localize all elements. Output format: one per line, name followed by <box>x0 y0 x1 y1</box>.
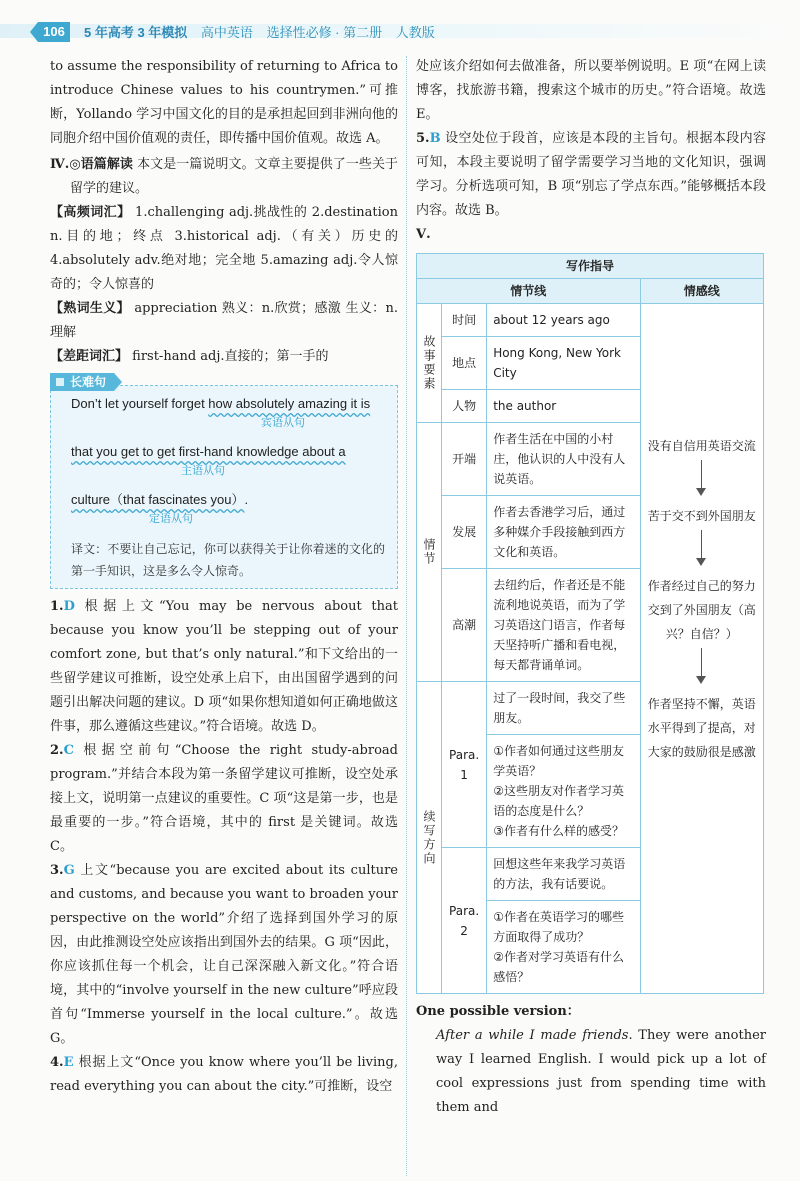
para1-label: Para. 1 <box>442 682 487 848</box>
tag-square-icon <box>56 378 64 386</box>
question-2 <box>50 739 398 859</box>
para2-intro: 回想这些年来我学习英语的方法，我有话要说。 <box>487 848 640 901</box>
left-column <box>50 55 398 1099</box>
vocab-familiar <box>50 297 398 345</box>
q2-number: 2. <box>50 743 64 758</box>
ls-period: . <box>244 492 249 507</box>
q2-text: 根据空前句“Choose the right study-abroad program.”并结合本段为第一条留学建议可推断，设空处承接上文，说明第一点建议的重要性。C 项“这是第一步，也是最重要的一步。”符合语境，其中的 first 是关键词。故选 C。 <box>50 743 398 854</box>
continue-label: 续写方向 <box>417 682 442 994</box>
q1-text: 根据上文“You may be nervous about that because you know you’ll be stepping out of your comfort zone, but that’s only natural.”和下文给出的一些留学建议可推断，设空处承上启下，由出国留学遇到的问题引出解决问题的建议。D 项“如果你想知道如何正确地做这件事，那么遵循这些建议。”符合语境。故选 D。 <box>50 599 398 734</box>
vocab-diff-text: first-hand adj.直接的；第一手的 <box>132 349 329 364</box>
section-iv-text: 本文是一篇说明文。文章主要提供了一些关于留学的建议。 <box>70 157 398 196</box>
intro-paragraph: to assume the responsibility of returning to Africa to introduce Chinese values to his countrymen.”可推断，Yollando 学习中国文化的目的是承担起回到非洲向他的同胞介绍中国价值观的责任，即传播中国价值观。故选 A。 <box>50 59 398 146</box>
emotion-3: 作者经过自己的努力交到了外国朋友（高兴？自信？） <box>647 579 756 641</box>
ls-line1-a: Don’t let yourself forget <box>71 396 209 411</box>
subject-clause: that you get to get first-hand knowledge about a <box>71 444 346 459</box>
emotion-1: 没有自信用英语交流 <box>647 439 756 453</box>
person-label: 人物 <box>442 390 487 423</box>
question-5 <box>416 127 766 223</box>
long-sentence-tag-label: 长难句 <box>70 375 107 389</box>
annot-object-clause: 宾语从句 <box>261 417 305 429</box>
q5-number: 5. <box>416 131 430 146</box>
page-header <box>0 0 800 40</box>
version-body: . They were another way I learned English. I would pick up a lot of cool expressions just from spending time with them and <box>436 1028 766 1115</box>
question-1 <box>50 595 398 739</box>
q5-text: 设空处位于段首，应该是本段的主旨句。根据本段内容可知，本段主要说明了留学需要学习当地的文化知识，强调学习。分析选项可知，B 项“别忘了学点东西。”能够概括本段内容。故选 B。 <box>416 131 766 218</box>
q3-answer: G <box>63 863 75 878</box>
q4-answer: E <box>63 1055 74 1070</box>
place-value: Hong Kong, New York City <box>487 337 640 390</box>
q3-text: 上文“because you are excited about its culture and customs, and because you want to broaden your perspective on the world”介绍了选择到国外学习的原因，由此推测设空处应该指出到国外去的结果。G 项“因此，你应该抓住每一个机会，让自己深深融入新文化。”符合语境，其中的“involve yourself in the new culture”呼应段首句“Immerse yourself in the local culture.”。故选 G。 <box>50 863 398 1046</box>
column-divider <box>406 56 407 1176</box>
para1-questions: ①作者如何通过这些朋友学英语？ ②这些朋友对作者学习英语的态度是什么？ ③作者有什么样的感受？ <box>487 735 640 848</box>
start-text: 作者生活在中国的小村庄，他认识的人中没有人说英语。 <box>487 423 640 496</box>
table-title: 写作指导 <box>417 254 764 279</box>
question-4 <box>50 1051 398 1099</box>
attributive-clause: （that fascinates you） <box>110 492 245 507</box>
time-value: about 12 years ago <box>487 304 640 337</box>
q5-answer: B <box>429 131 441 146</box>
emotion-4: 作者坚持不懈，英语水平得到了提高，对大家的鼓励很是感激 <box>647 697 756 759</box>
book-series: 5 年高考 3 年模拟 <box>84 25 188 40</box>
col-plot-header: 情节线 <box>417 279 641 304</box>
plot-label: 情节 <box>417 423 442 682</box>
vocab-familiar-label: 【熟词生义】 <box>50 301 130 316</box>
version-italic: After a while I made friends <box>436 1028 629 1043</box>
subject: 高中英语 <box>200 25 253 40</box>
edition: 人教版 <box>395 25 435 40</box>
q3-number: 3. <box>50 863 64 878</box>
section-iv <box>50 153 398 201</box>
long-sentence-box <box>50 375 398 589</box>
q1-number: 1. <box>50 599 64 614</box>
vocab-high-label: 【高频词汇】 <box>50 205 131 220</box>
climax-text: 去纽约后，作者还是不能流利地说英语，而为了学习英语这门语言，作者每天坚持听广播和看电视，每天都背诵单词。 <box>487 569 640 682</box>
person-value: the author <box>487 390 640 423</box>
right-column <box>416 55 766 1120</box>
section-iv-head: Ⅳ.◎语篇解读 <box>50 157 133 172</box>
q2-answer: C <box>63 743 74 758</box>
para2-questions: ①作者在英语学习的哪些方面取得了成功？ ②作者对学习英语有什么感悟？ <box>487 901 640 994</box>
story-elements-label: 故事要素 <box>417 304 442 423</box>
ls-line-3 <box>71 490 385 534</box>
q4-text: 根据上文“Once you know where you’ll be living, read everything you can about the city.”可推断，设空 <box>50 1055 398 1094</box>
col-emotion-header: 情感线 <box>640 279 763 304</box>
develop-text: 作者去香港学习后，通过多种媒介手段接触到西方文化和英语。 <box>487 496 640 569</box>
ls-culture: culture <box>71 492 111 507</box>
annot-subject-clause: 主语从句 <box>181 465 225 477</box>
place-label: 地点 <box>442 337 487 390</box>
time-label: 时间 <box>442 304 487 337</box>
annot-attributive-clause: 定语从句 <box>149 513 193 525</box>
page-number: 106 <box>38 22 70 42</box>
header-title <box>84 21 445 45</box>
para2-label: Para. 2 <box>442 848 487 994</box>
vocab-high <box>50 201 398 297</box>
ls-line-2 <box>71 442 385 490</box>
vocab-familiar-text: appreciation 熟义：n.欣赏；感激 生义：n.理解 <box>50 301 398 340</box>
ls-line-1 <box>71 394 385 442</box>
vocab-diff-label: 【差距词汇】 <box>50 349 129 364</box>
arrow-down-icon <box>701 648 702 682</box>
arrow-down-icon <box>701 530 702 564</box>
climax-label: 高潮 <box>442 569 487 682</box>
emotion-2: 苦于交不到外国朋友 <box>647 509 756 523</box>
arrow-down-icon <box>701 460 702 494</box>
writing-guide-table <box>416 253 764 994</box>
question-3 <box>50 859 398 1051</box>
q4-number: 4. <box>50 1055 64 1070</box>
volume: 选择性必修 · 第二册 <box>266 25 383 40</box>
section-v: Ⅴ. <box>416 227 431 242</box>
ls-translation: 译文：不要让自己忘记，你可以获得关于让你着迷的文化的第一手知识，这是多么令人惊奇。 <box>71 542 385 578</box>
emotion-line <box>640 304 763 994</box>
vocab-diff <box>50 345 398 369</box>
q4-continued: 处应该介绍如何去做准备，所以要举例说明。E 项“在网上读博客，找旅游书籍，搜索这个城市的历史。”符合语境。故选 E。 <box>416 59 766 122</box>
version-text <box>416 1024 766 1120</box>
start-label: 开端 <box>442 423 487 496</box>
q1-answer: D <box>63 599 75 614</box>
version-label: One possible version： <box>416 1004 580 1019</box>
vocab-high-text: 1.challenging adj.挑战性的 2.destination n.目的地；终点 3.historical adj.（有关）历史的 4.absolutely adv.绝对地；完全地 5.amazing adj.令人惊奇的；令人惊喜的 <box>50 205 398 292</box>
para1-intro: 过了一段时间，我交了些朋友。 <box>487 682 640 735</box>
develop-label: 发展 <box>442 496 487 569</box>
object-clause: how absolutely amazing it is <box>208 396 371 411</box>
long-sentence-tag <box>50 373 114 391</box>
